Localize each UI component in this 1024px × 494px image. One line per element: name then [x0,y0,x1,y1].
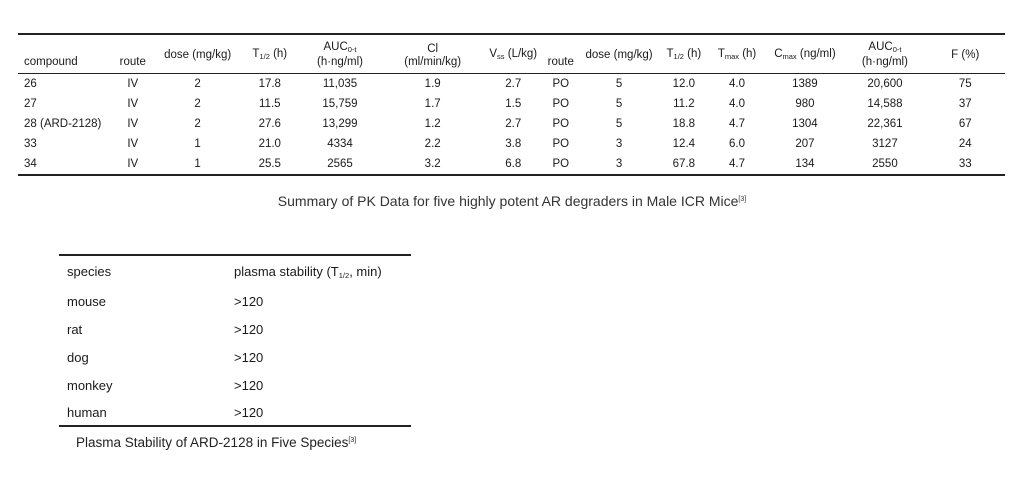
cell-route-iv: IV [127,138,139,150]
cell-species: rat [67,321,83,337]
cell-auc-po: 20,600 [867,78,903,90]
cell-auc-po: 22,361 [867,118,903,130]
pk-caption-text: Summary of PK Data for five highly potent AR degraders in Male ICR Mice [277,193,739,209]
cell-compound: 27 [24,98,37,110]
plasma-header-row [59,255,411,287]
cell-t-half-po: 12.0 [672,78,696,90]
cell-stability: >120 [234,349,264,365]
cell-auc-po: 14,588 [867,98,903,110]
cell-t-half-po: 67.8 [672,158,696,170]
cell-stability: >120 [234,404,264,420]
header-auc-po: $AUC_{0-t}$ (h·ng/ml) [861,41,908,68]
cell-auc-iv: 4334 [327,138,353,150]
cell-f: 75 [958,78,972,90]
cell-tmax: 4.7 [729,118,746,130]
cell-t-half-iv: 11.5 [259,98,281,110]
plasma-table-caption [76,435,356,450]
pk-table-caption [0,193,1024,209]
pk-header-row [18,34,1005,74]
cell-route-iv: IV [127,98,139,110]
cell-cl: 2.2 [424,138,441,150]
cell-species: human [67,404,107,420]
cell-t-half-iv: 17.8 [258,78,281,90]
cell-dose-iv: 2 [194,118,201,130]
table-row [18,134,1005,154]
cell-route-iv: IV [127,78,139,90]
cell-dose-po: 3 [615,138,623,150]
cell-dose-po: 3 [615,158,623,170]
cell-dose-po: 5 [615,98,623,110]
header-compound: compound [24,56,78,68]
pk-data-table [18,33,1005,176]
cell-cl: 1.9 [424,78,441,90]
cell-stability: >120 [234,293,264,309]
table-row [18,154,1005,175]
cell-t-half-po: 11.2 [673,98,695,110]
cell-route-po: PO [552,98,570,110]
cell-tmax: 4.0 [729,98,746,110]
cell-route-iv: IV [127,118,139,130]
cell-auc-iv: 13,299 [322,118,358,130]
table-row [59,371,411,399]
header-t-half-iv: $T_{1/2}$ (h) [252,47,288,61]
plasma-caption-reference: [3] [348,437,357,444]
table-row [59,343,411,371]
table-row [59,315,411,343]
cell-dose-iv: 1 [194,158,201,170]
cell-cmax: 1389 [792,78,818,90]
cell-dose-iv: 1 [194,138,201,150]
cell-auc-iv: 2565 [327,158,353,170]
cell-t-half-iv: 27.6 [258,118,281,130]
header-cl: Cl (ml/min/kg) [404,43,462,68]
table-row [18,114,1005,134]
cell-route-po: PO [552,158,570,170]
table-row [18,94,1005,114]
cell-stability: >120 [234,377,264,393]
cell-species: mouse [67,293,107,309]
cell-vss: 1.5 [505,98,522,110]
plasma-caption-text: Plasma Stability of ARD-2128 in Five Species [76,435,349,450]
header-f: F (%) [951,48,980,61]
cell-cmax: 1304 [792,118,818,130]
cell-route-po: PO [552,118,570,130]
cell-auc-po: 2550 [872,158,898,170]
cell-f: 37 [958,98,972,110]
cell-cmax: 134 [795,158,815,170]
header-species: species [67,264,112,279]
table-row [59,399,411,426]
header-route-po: route [547,56,574,68]
cell-vss: 2.7 [505,78,522,90]
header-dose-iv: dose (mg/kg) [164,48,232,61]
header-dose-po: dose (mg/kg) [585,48,653,61]
cell-vss: 3.8 [505,138,522,150]
cell-compound: 33 [24,138,37,150]
header-cmax: $C_{max}$ (ng/ml) [774,47,836,61]
cell-dose-po: 5 [615,118,623,130]
cell-dose-iv: 2 [194,78,201,90]
table-row [59,287,411,315]
cell-cmax: 207 [795,138,815,150]
header-plasma-stability: plasma stability ($T_{1/2}$, min) [234,263,382,280]
cell-f: 33 [958,158,972,170]
cell-f: 24 [958,138,972,150]
cell-auc-po: 3127 [872,138,898,150]
pk-caption-reference: [3] [738,196,747,203]
header-route-iv: route [119,56,146,68]
cell-tmax: 4.0 [729,78,746,90]
cell-t-half-iv: 21.0 [258,138,281,150]
cell-t-half-iv: 25.5 [258,158,281,170]
header-vss: $V_{ss}$ (L/kg) [489,47,538,61]
header-tmax: $T_{max}$ (h) [717,47,757,61]
cell-dose-po: 5 [615,78,623,90]
cell-cl: 3.2 [424,158,441,170]
cell-route-po: PO [552,138,570,150]
cell-vss: 2.7 [505,118,522,130]
cell-stability: >120 [234,321,264,337]
cell-f: 67 [958,118,972,130]
cell-compound: 28 (ARD-2128) [24,118,102,130]
cell-tmax: 6.0 [729,138,746,150]
table-row [18,74,1005,95]
cell-dose-iv: 2 [194,98,201,110]
cell-cmax: 980 [795,98,815,110]
cell-route-iv: IV [127,158,139,170]
cell-cl: 1.2 [424,118,441,130]
header-t-half-po: $T_{1/2}$ (h) [666,47,702,61]
cell-t-half-po: 12.4 [672,138,696,150]
cell-auc-iv: 15,759 [322,98,358,110]
cell-compound: 34 [24,158,37,170]
cell-cl: 1.7 [424,98,441,110]
cell-species: dog [67,349,89,365]
cell-tmax: 4.7 [729,158,746,170]
cell-auc-iv: 11,035 [322,78,358,90]
cell-vss: 6.8 [505,158,522,170]
plasma-stability-table [59,254,411,427]
cell-compound: 26 [24,78,37,90]
cell-species: monkey [67,377,113,393]
cell-route-po: PO [552,78,570,90]
header-auc-iv: $AUC_{0-t}$ (h·ng/ml) [316,41,363,68]
cell-t-half-po: 18.8 [672,118,696,130]
